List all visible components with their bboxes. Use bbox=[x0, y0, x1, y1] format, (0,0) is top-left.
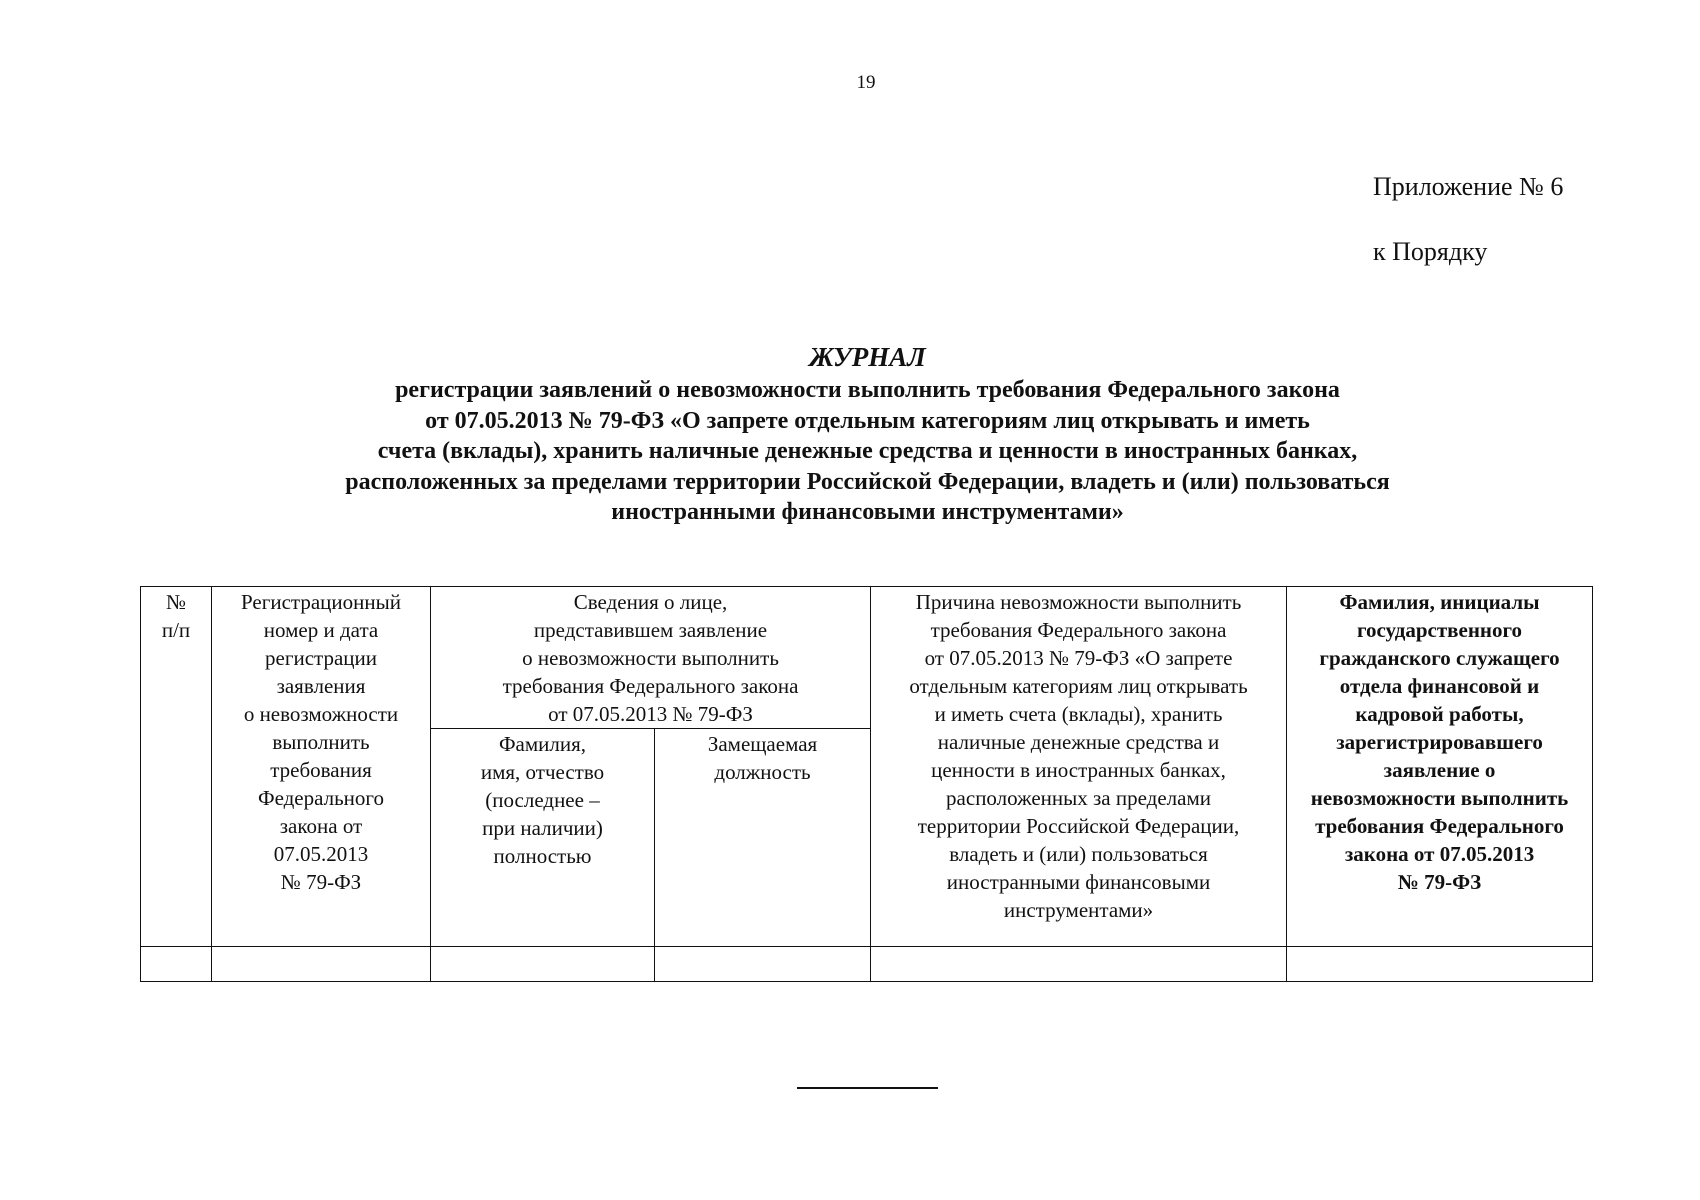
cell-text-line: № 79-ФЗ bbox=[280, 870, 362, 894]
cell-text-line: полностью bbox=[493, 844, 592, 868]
cell-text-line: отдельным категориям лиц открывать bbox=[909, 674, 1248, 698]
header-cell-reason bbox=[871, 587, 1287, 947]
cell-text-line: отдела финансовой и bbox=[1339, 674, 1540, 698]
cell-text-line: номер и дата bbox=[263, 618, 379, 642]
cell-text-line: требования Федерального закона bbox=[502, 674, 799, 698]
table-row bbox=[141, 947, 1593, 982]
cell-text-line: требования bbox=[270, 758, 372, 782]
cell-text-line: Фамилия, инициалы bbox=[1339, 590, 1540, 614]
cell-text-line: Фамилия, bbox=[498, 732, 587, 756]
cell-text-line: п/п bbox=[161, 618, 191, 642]
empty-cell[interactable] bbox=[1287, 947, 1593, 982]
empty-cell[interactable] bbox=[141, 947, 212, 982]
cell-text-line: № 79-ФЗ bbox=[1397, 870, 1482, 894]
document-heading bbox=[120, 339, 1615, 528]
header-cell-person-info bbox=[431, 587, 871, 729]
cell-text-line: от 07.05.2013 № 79-ФЗ «О запрете bbox=[924, 646, 1233, 670]
cell-text-line: и иметь счета (вклады), хранить bbox=[934, 702, 1223, 726]
cell-text-line: гражданского служащего bbox=[1319, 646, 1560, 670]
cell-text-line: расположенных за пределами bbox=[946, 786, 1211, 810]
cell-text-line: кадровой работы, bbox=[1355, 702, 1524, 726]
cell-text-line: регистрации bbox=[265, 646, 377, 670]
cell-text-line: ценности в иностранных банках, bbox=[931, 758, 1226, 782]
cell-text-line: закона от bbox=[279, 814, 363, 838]
cell-text-line: 07.05.2013 bbox=[273, 842, 369, 866]
cell-text-line: зарегистрировавшего bbox=[1336, 730, 1543, 754]
header-cell-officer bbox=[1287, 587, 1593, 947]
empty-cell[interactable] bbox=[212, 947, 431, 982]
subtitle-line: от 07.05.2013 № 79-ФЗ «О запрете отдельным категориям лиц открывать и иметь bbox=[425, 407, 1310, 434]
closing-rule bbox=[797, 1087, 938, 1089]
cell-text-line: Причина невозможности выполнить bbox=[915, 590, 1242, 614]
subtitle-line: регистрации заявлений о невозможности выполнить требования Федерального закона bbox=[395, 377, 1340, 403]
cell-text-line: владеть и (или) пользоваться bbox=[949, 842, 1208, 866]
cell-text-line: Замещаемая bbox=[707, 732, 818, 756]
appendix-reference: к Порядку bbox=[1373, 237, 1488, 266]
subtitle-line: счета (вклады), хранить наличные денежные средства и ценности в иностранных банках, bbox=[377, 438, 1358, 464]
cell-text-line: от 07.05.2013 № 79-ФЗ bbox=[548, 702, 753, 726]
cell-text-line: Федерального bbox=[257, 786, 385, 810]
cell-text-line: заявления bbox=[276, 674, 366, 698]
cell-text-line: выполнить bbox=[272, 730, 370, 754]
header-cell-number bbox=[141, 587, 212, 947]
cell-text-line: должность bbox=[714, 760, 811, 784]
cell-text-line: о невозможности bbox=[243, 702, 399, 726]
document-subtitle bbox=[120, 375, 1615, 528]
subtitle-line: иностранными финансовыми инструментами» bbox=[611, 499, 1124, 525]
empty-cell[interactable] bbox=[431, 947, 655, 982]
cell-text-line: иностранными финансовыми bbox=[946, 870, 1211, 894]
table-header-row bbox=[141, 587, 1593, 729]
cell-text-line: требования Федерального закона bbox=[930, 618, 1227, 642]
cell-text-line: (последнее – bbox=[485, 788, 600, 812]
page-number: 19 bbox=[856, 72, 876, 93]
journal-table bbox=[140, 586, 1593, 982]
empty-cell[interactable] bbox=[655, 947, 871, 982]
cell-text-line: требования Федерального bbox=[1315, 814, 1564, 838]
cell-text-line: закона от 07.05.2013 bbox=[1344, 842, 1535, 866]
cell-text-line: о невозможности выполнить bbox=[522, 646, 779, 670]
cell-text-line: при наличии) bbox=[482, 816, 603, 840]
cell-text-line: территории Российской Федерации, bbox=[917, 814, 1240, 838]
cell-text-line: государственного bbox=[1356, 618, 1523, 642]
cell-text-line: имя, отчество bbox=[480, 760, 605, 784]
cell-text-line: инструментами» bbox=[1003, 898, 1154, 922]
cell-text-line: наличные денежные средства и bbox=[937, 730, 1220, 754]
cell-text-line: невозможности выполнить bbox=[1310, 786, 1569, 810]
cell-text-line: Регистрационный bbox=[241, 590, 401, 614]
subtitle-line: расположенных за пределами территории Российской Федерации, владеть и (или) пользоваться bbox=[345, 468, 1390, 495]
appendix-number: Приложение № 6 bbox=[1373, 172, 1564, 201]
cell-text-line: Сведения о лице, bbox=[573, 590, 728, 614]
empty-cell[interactable] bbox=[871, 947, 1287, 982]
cell-text-line: представившем заявление bbox=[533, 618, 768, 642]
cell-text-line: заявление о bbox=[1383, 758, 1496, 782]
cell-text-line: № bbox=[165, 590, 187, 614]
document-title: ЖУРНАЛ bbox=[809, 342, 926, 372]
header-cell-full-name bbox=[431, 729, 655, 947]
header-cell-position bbox=[655, 729, 871, 947]
header-cell-registration bbox=[212, 587, 431, 947]
